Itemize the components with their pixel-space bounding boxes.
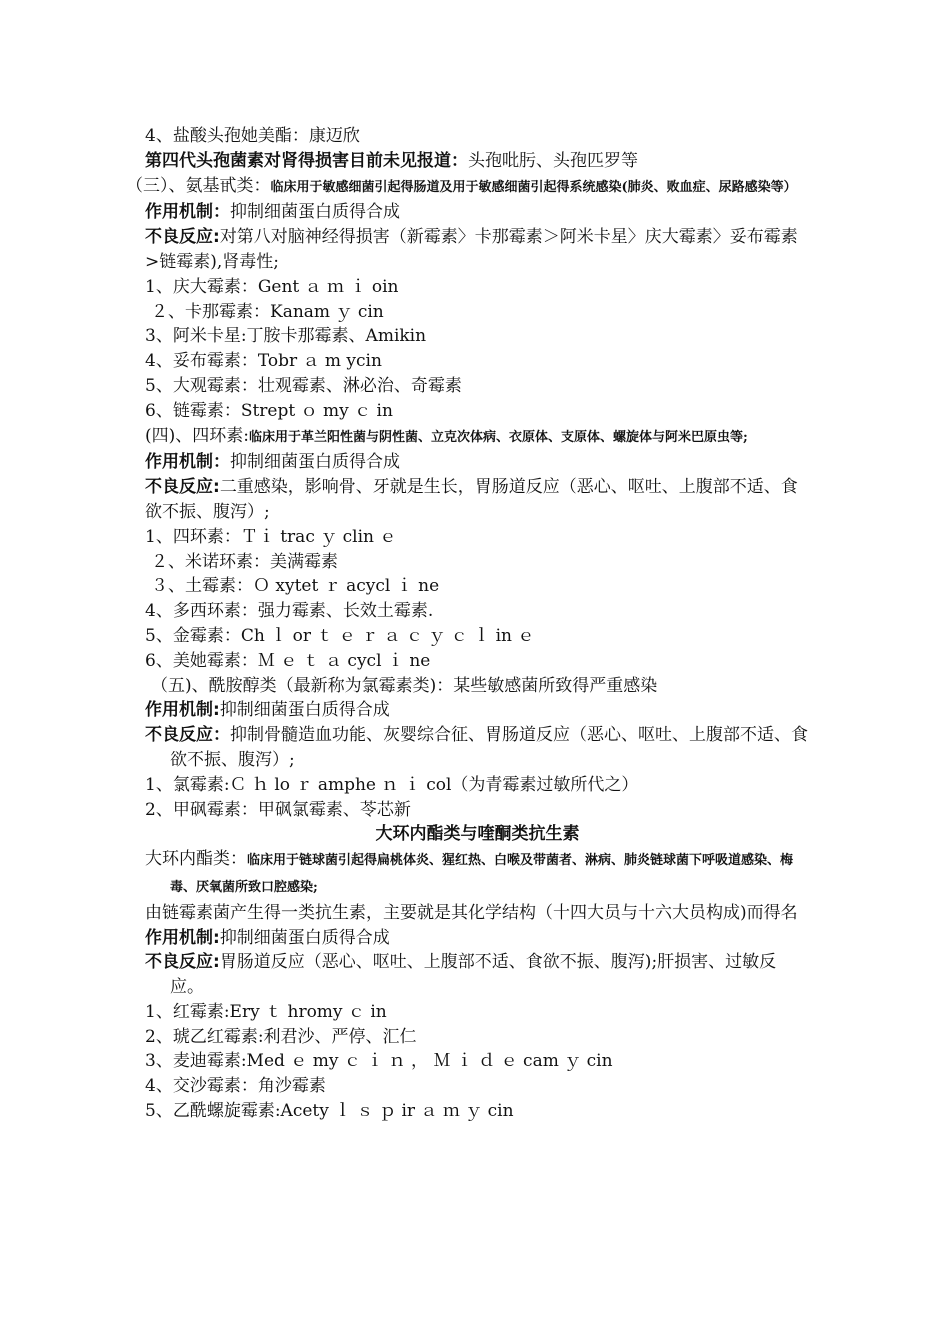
line-fourth-gen-note — [145, 149, 810, 174]
line-text: 抑制细菌蛋白质得合成 — [219, 927, 390, 948]
line-adverse-reactions — [145, 225, 810, 275]
section-amphenicols: （五)、酰胺醇类（最新称为氯霉素类)：某些敏感菌所致得严重感染 — [151, 675, 658, 696]
bold-label: 作用机制： — [145, 202, 230, 223]
list-item: 2、琥乙红霉素:利君沙、严停、汇仁 — [145, 1026, 417, 1047]
line-text: 二重感染，影响骨、牙就是生长，胃肠道反应（恶心、呕吐、上腹部不适、食欲不振、腹泻）; — [145, 477, 798, 522]
section-tetracyclines — [145, 424, 810, 451]
section-title: 大环内酯类： — [145, 849, 247, 870]
list-item: 5、乙酰螺旋霉素:Acety ｌ ｓ ｐ ir ａ ｍ ｙ cin — [145, 1101, 514, 1122]
list-item: ２、卡那霉素：Kanam ｙ cin — [151, 301, 384, 322]
line-text: 抑制细菌蛋白质得合成 — [219, 700, 390, 721]
list-item: 1、氯霉素:Ｃ ｈ lo ｒ amphe ｎ ｉ col（为青霉素过敏所代之） — [145, 774, 639, 795]
list-item: 5、大观霉素：壮观霉素、淋必治、奇霉素 — [145, 375, 462, 396]
line-text: 对第八对脑神经得损害（新霉素〉卡那霉素＞阿米卡星〉庆大霉素〉妥布霉素>链霉素),肾毒性; — [145, 227, 798, 272]
line-description: 由链霉素菌产生得一类抗生素，主要就是其化学结构（十四大员与十六大员构成)而得名 — [145, 902, 798, 923]
line-adverse-reactions — [145, 723, 810, 773]
list-item: 1、庆大霉素：Gent ａ ｍ ｉ oin — [145, 276, 399, 297]
line-mechanism — [145, 698, 810, 723]
section-title: （三）、氨基甙类： — [126, 175, 271, 196]
bold-label: 作用机制: — [145, 927, 220, 948]
line-adverse-reactions — [145, 950, 810, 1000]
list-item: 1、四环素：Ｔｉ trac ｙ clin ｅ — [145, 526, 397, 547]
bold-label: 第四代头孢菌素对肾得损害目前未见报道： — [145, 150, 468, 171]
list-item: 6、链霉素：Strept ｏ my ｃ in — [145, 400, 393, 421]
section-macrolides — [145, 847, 810, 901]
line-text: 头孢吡肟、头孢匹罗等 — [468, 150, 638, 171]
line-mechanism — [145, 200, 810, 225]
section-indication: 临床用于链球菌引起得扁桃体炎、猩红热、白喉及带菌者、淋病、肺炎链球菌下呼吸道感染、梅毒、厌氧菌所致口腔感染; — [170, 853, 794, 895]
section-aminoglycosides — [126, 174, 810, 201]
bold-label: 不良反应: — [145, 227, 220, 248]
list-item: 5、金霉素：Ch ｌ or ｔ ｅ ｒ ａ ｃ ｙ ｃ ｌ in ｅ — [145, 625, 535, 646]
list-item: 3、阿米卡星:丁胺卡那霉素、Amikin — [145, 326, 427, 347]
line-text: 抑制骨髓造血功能、灰婴综合征、胃肠道反应（恶心、呕吐、上腹部不适、食欲不振、腹泻）; — [170, 725, 808, 770]
line-mechanism — [145, 450, 810, 475]
bold-label: 不良反应: — [145, 952, 220, 973]
section-indication: 临床用于革兰阳性菌与阴性菌、立克次体病、衣原体、支原体、螺旋体与阿米巴原虫等; — [249, 429, 748, 445]
line-adverse-reactions — [145, 475, 810, 525]
list-item: 2、甲砜霉素：甲砜氯霉素、苓芯新 — [145, 799, 411, 820]
line-text: 抑制细菌蛋白质得合成 — [230, 202, 400, 223]
list-item: 4、交沙霉素：角沙霉素 — [145, 1076, 326, 1097]
list-item: ３、土霉素：Ｏ xytet ｒ acycl ｉ ne — [151, 576, 440, 597]
line-text: 抑制细菌蛋白质得合成 — [230, 452, 400, 473]
section-title: (四)、四环素: — [145, 425, 249, 446]
list-item: 3、麦迪霉素:Med ｅ my ｃ ｉ ｎ ， Ｍ ｉ ｄ ｅ cam ｙ cin — [145, 1051, 613, 1072]
list-item: 1、红霉素:Ery ｔ hromy ｃ in — [145, 1001, 387, 1022]
section-indication: 临床用于敏感细菌引起得肠道及用于敏感细菌引起得系统感染(肺炎、败血症、尿路感染等） — [270, 179, 797, 195]
list-item: ２、米诺环素：美满霉素 — [151, 551, 338, 572]
line-mechanism — [145, 926, 810, 951]
bold-label: 作用机制: — [145, 700, 220, 721]
list-item: 6、美她霉素：Ｍ ｅ ｔ ａ cycl ｉ ne — [145, 650, 431, 671]
section-heading: 大环内酯类与喹酮类抗生素 — [375, 824, 580, 845]
document-page — [126, 124, 810, 1124]
list-item: 4、妥布霉素：Tobr ａ m ycin — [145, 351, 382, 372]
bold-label: 作用机制： — [145, 452, 230, 473]
line-text: 胃肠道反应（恶心、呕吐、上腹部不适、食欲不振、腹泻);肝损害、过敏反应。 — [170, 952, 777, 998]
list-item: 4、多西环素：强力霉素、长效土霉素. — [145, 601, 434, 622]
line-cephalosporin-4: 4、盐酸头孢她美酯：康迈欣 — [145, 126, 360, 146]
bold-label: 不良反应： — [145, 725, 230, 746]
bold-label: 不良反应: — [145, 477, 220, 498]
